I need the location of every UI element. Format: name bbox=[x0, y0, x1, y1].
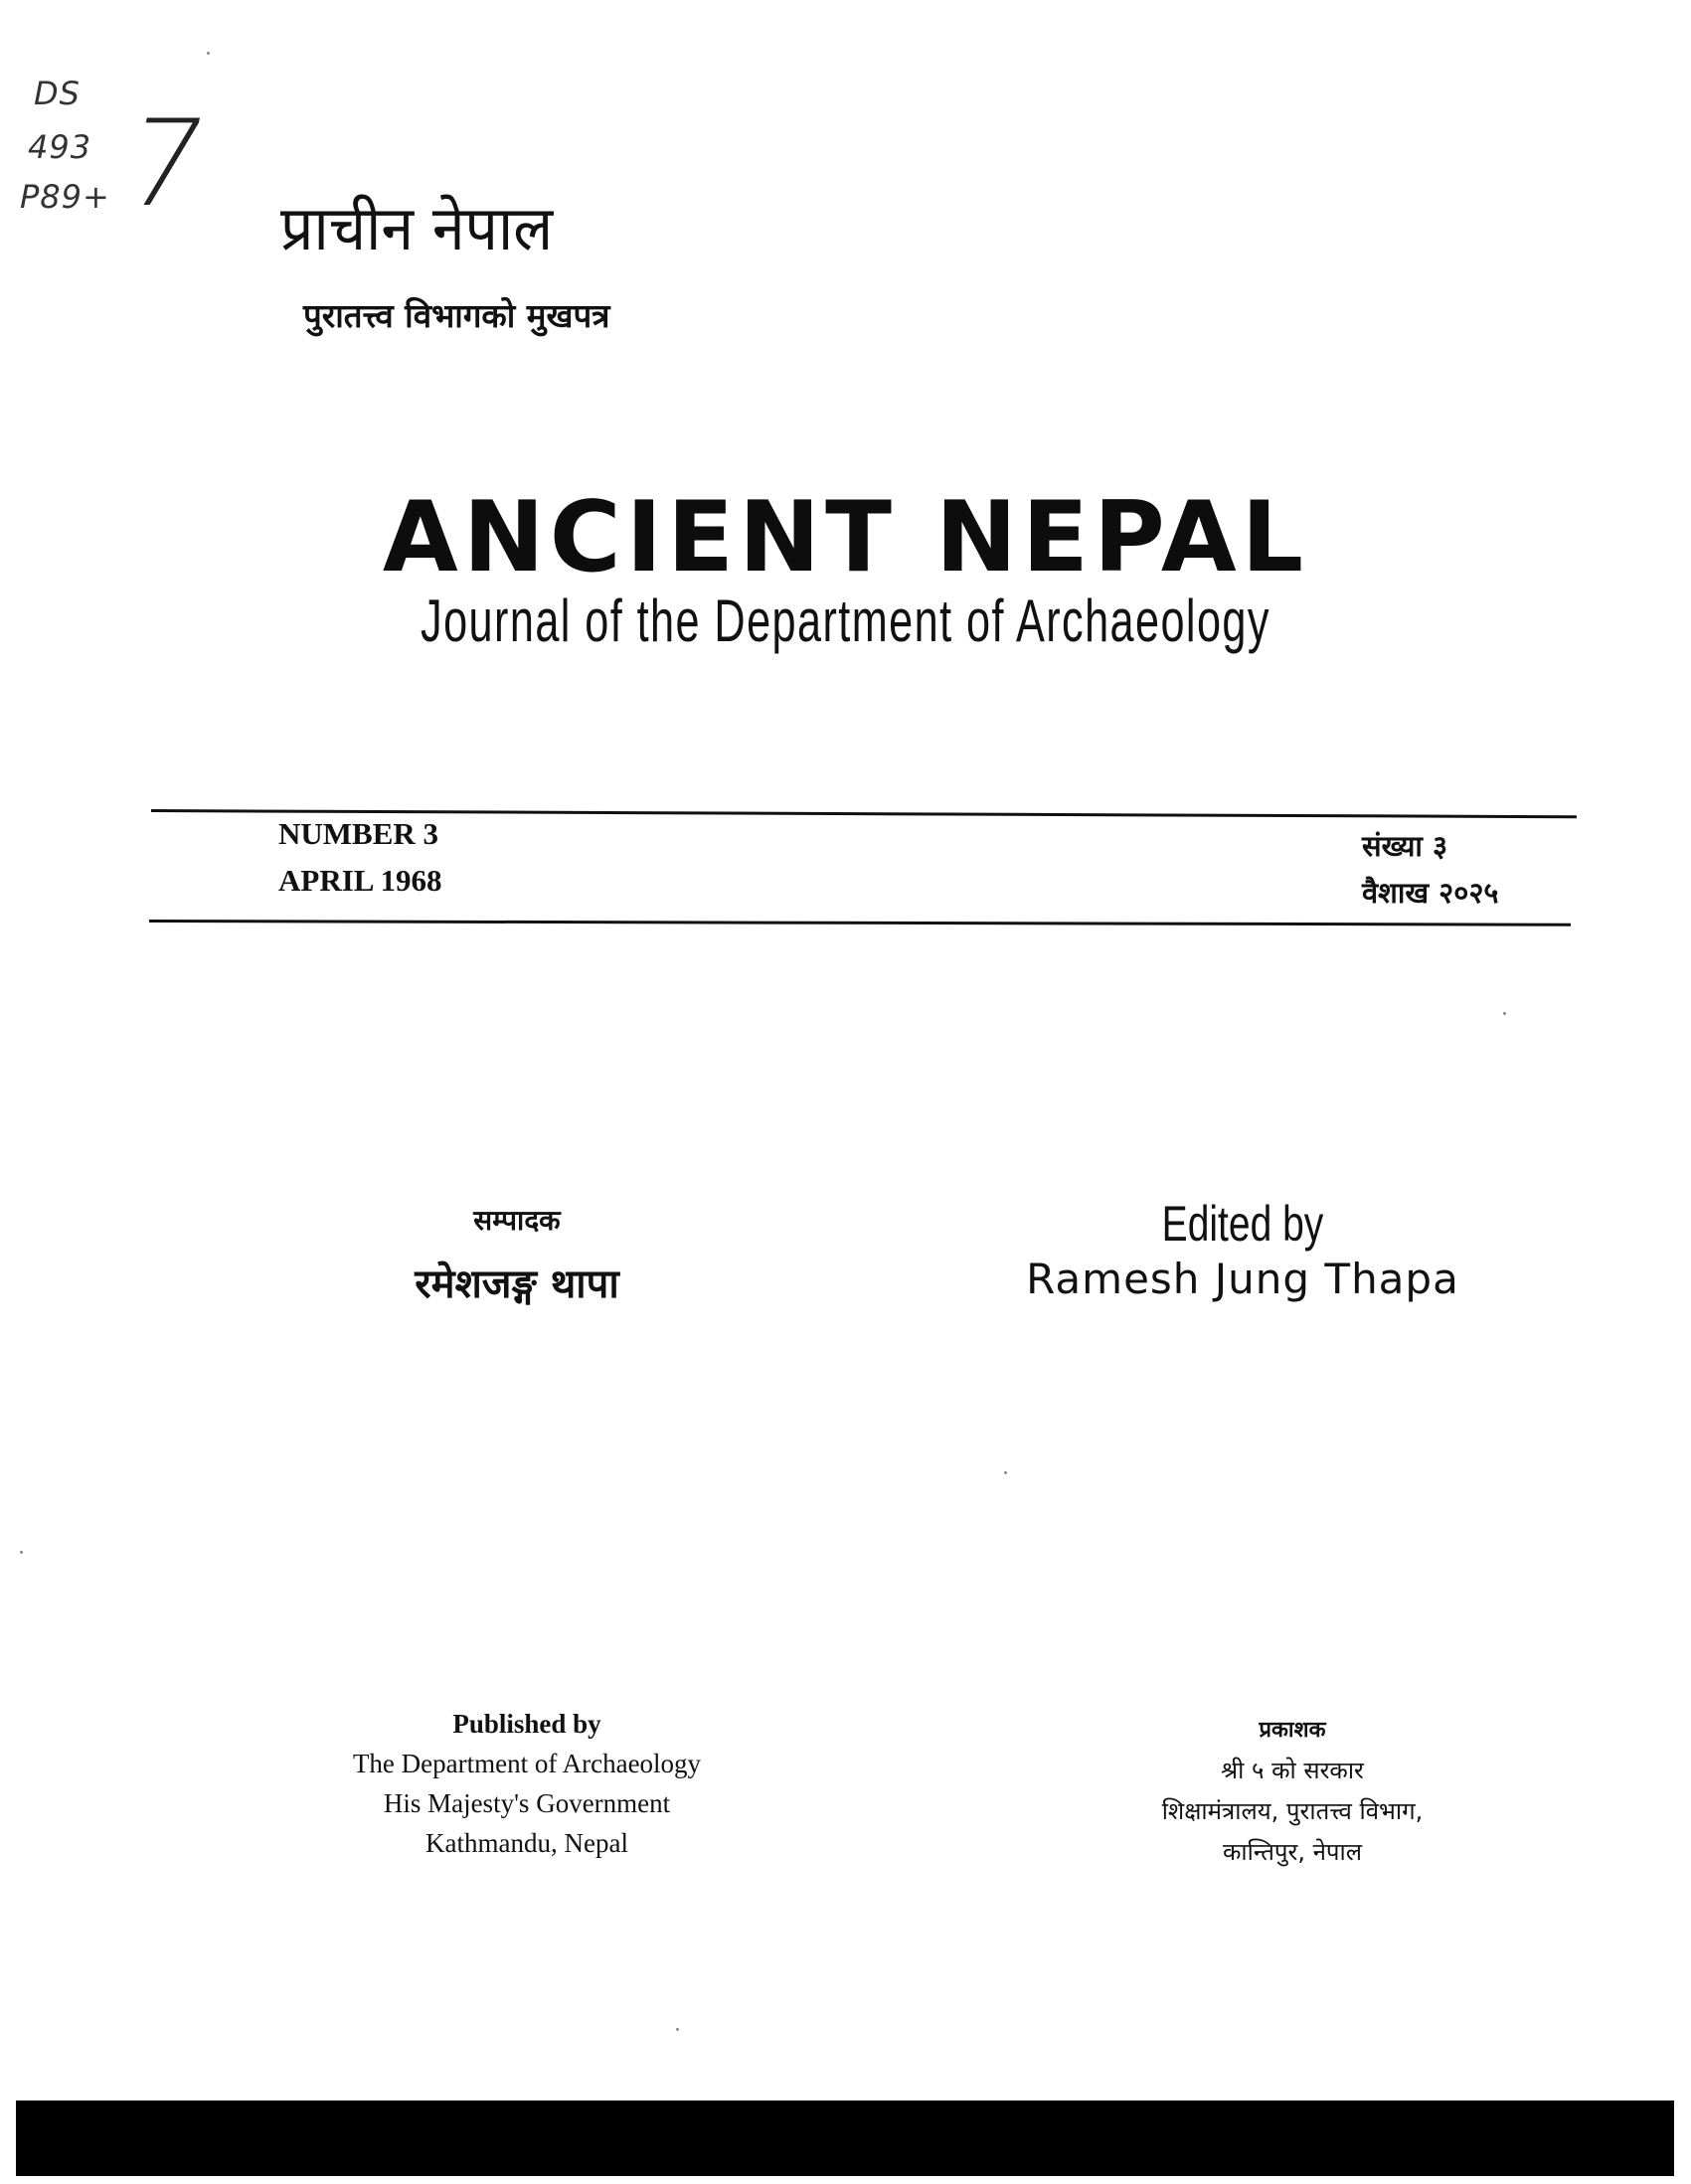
issue-number: NUMBER 3 bbox=[278, 816, 439, 851]
call-number bbox=[20, 75, 110, 216]
publisher-line-3: Kathmandu, Nepal bbox=[425, 1828, 628, 1858]
issue-date: APRIL 1968 bbox=[278, 863, 442, 899]
publisher-np-line-2: शिक्षामंत्रालय, पुरातत्त्व विभाग, bbox=[1161, 1797, 1424, 1825]
issue-rule-bottom bbox=[149, 920, 1571, 926]
issue-date-np: वैशाख २०२५ bbox=[1362, 875, 1499, 910]
issue-number-np: संख्या ३ bbox=[1362, 829, 1448, 863]
publisher-line-2: His Majesty's Government bbox=[383, 1788, 671, 1818]
call-number-line-2: 493 bbox=[28, 128, 92, 166]
scan-speck bbox=[1503, 1012, 1506, 1015]
call-number-line-3: P89+ bbox=[20, 178, 110, 216]
publisher-en bbox=[298, 1704, 756, 1863]
nepali-title: प्राचीन नेपाल bbox=[280, 192, 554, 264]
issue-block-np bbox=[1362, 829, 1499, 911]
publisher-heading-np: प्रकाशक bbox=[1259, 1718, 1326, 1743]
issue-block-en bbox=[278, 815, 442, 899]
publisher-np-line-3: कान्तिपुर, नेपाल bbox=[1222, 1838, 1363, 1866]
scan-speck bbox=[207, 52, 210, 55]
nepali-subtitle: पुरातत्त्व विभागको मुखपत्र bbox=[303, 296, 610, 335]
publisher-np-line-1: श्री ५ को सरकार bbox=[1221, 1757, 1364, 1784]
journal-title: ANCIENT NEPAL bbox=[382, 481, 1309, 594]
editor-name-en: Ramesh Jung Thapa bbox=[1026, 1255, 1459, 1303]
handwritten-mark: 7 bbox=[112, 95, 219, 234]
scan-speck bbox=[20, 1551, 23, 1554]
editor-label-np: सम्पादक bbox=[473, 1204, 561, 1237]
scan-speck bbox=[1004, 1471, 1007, 1474]
scan-speck bbox=[676, 2028, 679, 2031]
publisher-heading-en: Published by bbox=[452, 1709, 601, 1739]
publisher-line-1: The Department of Archaeology bbox=[352, 1749, 702, 1778]
scan-edge-bar bbox=[16, 2100, 1674, 2176]
publisher-np bbox=[1054, 1710, 1531, 1873]
call-number-line-1: DS bbox=[34, 75, 81, 112]
editor-name-np: रमेशजङ्ग थापा bbox=[415, 1261, 619, 1307]
editor-label-en: Edited by bbox=[1161, 1196, 1324, 1252]
journal-subtitle: Journal of the Department of Archaeology bbox=[421, 588, 1270, 654]
